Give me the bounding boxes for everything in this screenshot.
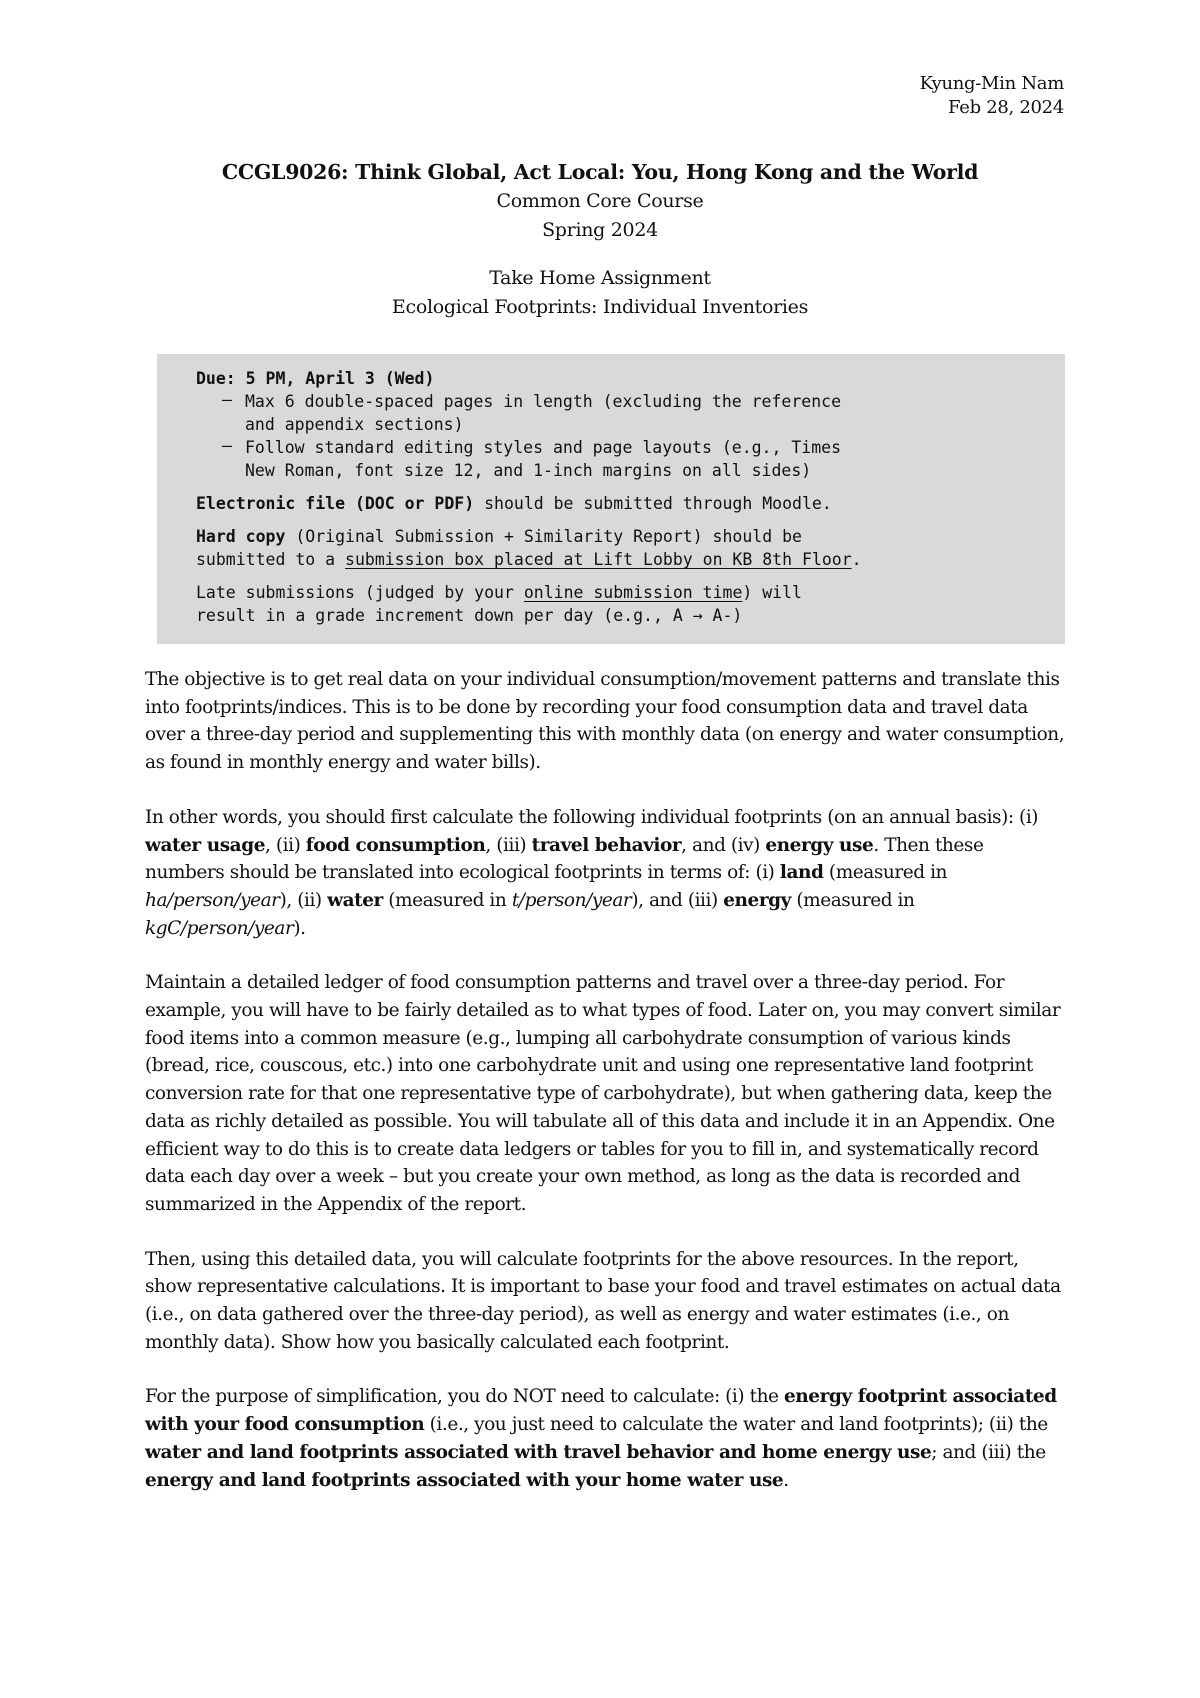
due-info-box <box>157 354 1065 644</box>
objective-paragraph: The objective is to get real data on your individual consumption/movement patterns and translate this into footprints/indices. This is to be done by recording your food consumption data and travel data over a three-day period and supplementing this with monthly data (on energy and water consumption, as found in monthly energy and water bills). <box>145 669 1065 774</box>
assignment-type: Take Home Assignment <box>489 267 711 289</box>
simplification-paragraph: For the purpose of simplification, you do NOT need to calculate: (i) the energy footprint associated with your food consumption (i.e., you just need to calculate the water and land footprints); (ii) the water and land footprints associated with travel behavior and home energy use; and (iii) the energy and land footprints associated with your home water use. <box>145 1386 1057 1491</box>
dash-bullet: – <box>222 390 232 409</box>
assignment-body <box>145 666 1065 1521</box>
footprints-paragraph: In other words, you should first calculate the following individual footprints (on an annual basis): (i) water usage, (ii) food consumption, (iii) travel behavior, and (iv) energy use. Then these numbers should be translated into ecological footprints in terms of: (i) land (measured in ha/person/year), (ii) water (measured in t/person/year), and (iii) energy (measured in kgC/person/year). <box>145 806 1039 939</box>
online-submission-time: online submission time <box>523 583 743 602</box>
author-name: Kyung-Min Nam <box>919 73 1064 94</box>
requirement-item: – Follow standard editing styles and page layouts (e.g., Times New Roman, font size 12, and 1-inch margins on all sides) <box>222 436 842 480</box>
course-type: Common Core Course <box>496 190 704 212</box>
due-label: Due: 5 PM, April 3 (Wed) <box>196 369 435 388</box>
late-submission-note: Late submissions (judged by your online submission time) will result in a grade increment down per day (e.g., A → A-) <box>196 583 802 625</box>
requirement-item: – Max 6 double-spaced pages in length (excluding the reference and appendix sections) <box>222 390 842 434</box>
calculation-paragraph: Then, using this detailed data, you will calculate footprints for the above resources. In the report, show representative calculations. It is important to base your food and travel estimates on actual data (i.e., on data gathered over the three-day period), as well as energy and water estimates (i.e., on monthly data). Show how you basically calculated each footprint. <box>145 1248 1061 1353</box>
dash-bullet: – <box>222 436 232 455</box>
ledger-paragraph: Maintain a detailed ledger of food consumption patterns and travel over a three-day period. For example, you will have to be fairly detailed as to what types of food. Later on, you may convert similar food items into a common measure (e.g., lumping all carbohydrate consumption of various kinds (bread, rice, couscous, etc.) into one carbohydrate unit and using one representative land footprint conversion rate for that one representative type of carbohydrate), but when gathering data, keep the data as richly detailed as possible. You will tabulate all of this data and include it in an Appendix. One efficient way to do this is to create data ledgers or tables for you to fill in, and systematically record data each day over a week – but you create your own method, as long as the data is recorded and summarized in the Appendix of the report. <box>145 972 1061 1215</box>
hardcopy-submission-note: Hard copy (Original Submission + Similarity Report) should be submitted to a submission box placed at Lift Lobby on KB 8th Floor. <box>196 527 862 569</box>
title-block <box>0 157 1200 322</box>
document-date: Feb 28, 2024 <box>948 97 1064 118</box>
author-block <box>920 72 1064 120</box>
course-term: Spring 2024 <box>542 219 658 241</box>
electronic-submission-note: Electronic file (DOC or PDF) should be submitted through Moodle. <box>196 494 832 513</box>
submission-location: submission box placed at Lift Lobby on KB 8th Floor <box>345 550 852 569</box>
requirements-list <box>196 390 1045 482</box>
course-title: CCGL9026: Think Global, Act Local: You, Hong Kong and the World <box>221 160 979 184</box>
assignment-name: Ecological Footprints: Individual Inventories <box>391 296 809 318</box>
